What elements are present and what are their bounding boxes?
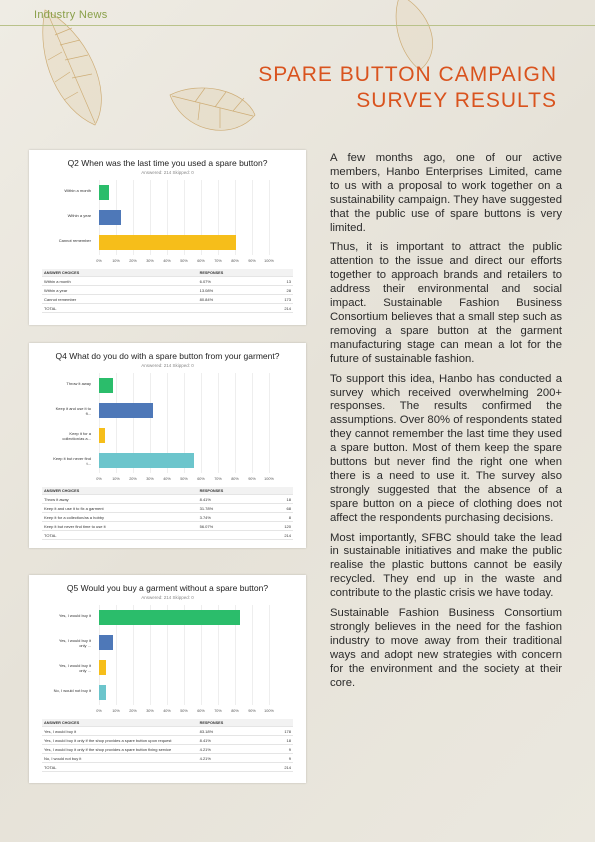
chart-tick-label: 10% [112, 709, 120, 713]
header-rule [0, 25, 595, 26]
chart-category-label: No, I would not buy it [53, 688, 91, 693]
chart-category-label: Keep it for a collection/as a... [62, 431, 91, 441]
table-cell: 31.78% [198, 504, 267, 513]
table-cell: 18 [266, 736, 293, 745]
chart-gridline [201, 373, 202, 473]
survey-meta: Answered: 214 Skipped: 0 [141, 170, 194, 175]
table-row [42, 304, 293, 313]
chart-gridline [235, 373, 236, 473]
table-cell: Cannot remember [42, 295, 198, 304]
chart-bar [99, 660, 106, 675]
chart-tick-label: 30% [146, 477, 154, 481]
table-cell: Within a year [42, 286, 198, 295]
table-header-row [42, 269, 293, 277]
chart-tick-label: 10% [112, 259, 120, 263]
chart-bar [99, 210, 121, 225]
chart-tick-label: 60% [197, 477, 205, 481]
table-cell [198, 531, 267, 540]
chart-gridline [252, 180, 253, 255]
table-cell: 13.08% [198, 286, 267, 295]
table-header-cell: ANSWER CHOICES [42, 269, 198, 277]
survey-card-q4 [29, 343, 306, 548]
survey-card-q2 [29, 150, 306, 325]
table-row [42, 286, 293, 295]
chart-bar [99, 610, 240, 625]
table-cell: 8.41% [198, 736, 267, 745]
chart-tick-label: 90% [248, 477, 256, 481]
chart-tick-label: 0% [96, 477, 102, 481]
chart-category-label: Yes, I would buy it only ... [58, 638, 91, 648]
table-cell: 9 [266, 745, 293, 754]
chart-tick-label: 90% [248, 259, 256, 263]
chart-gridline [218, 373, 219, 473]
chart-category-label: Yes, I would buy it [58, 613, 91, 618]
table-cell: Within a month [42, 277, 198, 286]
chart-bar [99, 378, 113, 393]
table-cell: Yes, I would buy it only if the shop provides a spare button upon request [42, 736, 198, 745]
table-cell: 8.41% [198, 495, 267, 504]
chart-tick-label: 80% [231, 259, 239, 263]
table-row [42, 504, 293, 513]
survey-meta: Answered: 214 Skipped: 0 [141, 595, 194, 600]
chart-tick-label: 70% [214, 259, 222, 263]
table-header-cell: RESPONSES [198, 487, 267, 495]
chart-tick-label: 10% [112, 477, 120, 481]
table-cell: 214 [266, 304, 293, 313]
responses-table [42, 269, 293, 313]
chart-tick-label: 50% [180, 259, 188, 263]
chart-tick-label: 90% [248, 709, 256, 713]
table-cell: Keep it but never find time to use it [42, 522, 198, 531]
table-header-cell [266, 719, 293, 727]
table-header-row [42, 487, 293, 495]
survey-meta: Answered: 214 Skipped: 0 [141, 363, 194, 368]
paragraph: Sustainable Fashion Business Consortium strongly believes in the need for the fashion industry to move away from their traditional ways and adopt new strategies with concern for the environment and the society at their core. [330, 607, 562, 689]
table-cell: TOTAL [42, 304, 198, 313]
paragraph: Thus, it is important to attract the public attention to the issue and direct our efforts together to approach brands and retailers to address their environmental and social impact. Sustainable Fashion Business Consortium believes that a small step such as removing a spare button at the garment manufacturing stage can mean a lot for the future of sustainable fashion. [330, 241, 562, 365]
chart-category-label: Keep it and use it to fi... [55, 406, 91, 416]
title-line-2: SURVEY RESULTS [356, 89, 557, 112]
table-header-cell: ANSWER CHOICES [42, 487, 198, 495]
chart-tick-label: 100% [264, 477, 274, 481]
article-body [330, 152, 562, 697]
table-header-cell: RESPONSES [198, 269, 267, 277]
table-cell [198, 304, 267, 313]
chart-bar [99, 235, 236, 250]
responses-table [42, 719, 293, 772]
table-cell: No, I would not buy it [42, 754, 198, 763]
table-cell: 13 [266, 277, 293, 286]
chart-tick-label: 30% [146, 709, 154, 713]
table-cell: 4.21% [198, 754, 267, 763]
survey-question: Q2 When was the last time you used a spare button? [67, 158, 268, 168]
table-cell: TOTAL [42, 763, 198, 772]
table-cell: 4.21% [198, 745, 267, 754]
chart-tick-label: 100% [264, 259, 274, 263]
paragraph: To support this idea, Hanbo has conducted a survey which received overwhelming 200+ responses. The results confirmed the assumptions. Over 80% of respondents stated they cannot remember the last time they used a spare button. Most of them keep the spare buttons but never find the right one when there is a need to use it. The survey also strongly suggested that the absence of a spare button on a piece of clothing does not affect the respondents purchasing decisions. [330, 372, 562, 524]
chart-bar [99, 685, 106, 700]
chart-category-label: Yes, I would buy it only ... [58, 663, 91, 673]
table-row [42, 522, 293, 531]
survey-question: Q4 What do you do with a spare button from your garment? [55, 351, 280, 361]
table-cell: 214 [266, 763, 293, 772]
table-row [42, 745, 293, 754]
table-row [42, 277, 293, 286]
chart-gridline [269, 373, 270, 473]
table-cell: 173 [266, 295, 293, 304]
table-cell: 8 [266, 513, 293, 522]
table-row [42, 531, 293, 540]
table-header-cell [266, 487, 293, 495]
chart-bar [99, 635, 113, 650]
chart-tick-label: 70% [214, 477, 222, 481]
table-cell: 68 [266, 504, 293, 513]
table-row [42, 295, 293, 304]
table-row [42, 763, 293, 772]
table-cell: 28 [266, 286, 293, 295]
table-header-cell [266, 269, 293, 277]
table-cell: Yes, I would buy it [42, 727, 198, 736]
chart-gridline [252, 605, 253, 705]
chart-bar [99, 428, 105, 443]
table-header-row [42, 719, 293, 727]
table-row [42, 495, 293, 504]
paragraph: A few months ago, one of our active members, Hanbo Enterprises Limited, came to us with a proposal to work together on a sustainability campaign. They have suggested that the public use of spare buttons is very limited. [330, 152, 562, 234]
survey-question: Q5 Would you buy a garment without a spare button? [66, 583, 269, 593]
chart-tick-label: 0% [96, 259, 102, 263]
chart-tick-label: 70% [214, 709, 222, 713]
chart-tick-label: 20% [129, 477, 137, 481]
table-row [42, 736, 293, 745]
table-cell: TOTAL [42, 531, 198, 540]
chart-category-label: Keep it but never find t... [53, 456, 91, 466]
chart-tick-label: 40% [163, 709, 171, 713]
chart-tick-label: 50% [180, 709, 188, 713]
table-cell: 80.84% [198, 295, 267, 304]
table-cell: Keep it and use it to fix a garment [42, 504, 198, 513]
chart-category-label: Cannot remember [58, 238, 91, 243]
chart-gridline [269, 605, 270, 705]
chart-tick-label: 60% [197, 709, 205, 713]
chart-tick-label: 20% [129, 259, 137, 263]
article-title [258, 62, 557, 114]
table-header-cell: RESPONSES [198, 719, 267, 727]
chart-bar [99, 403, 153, 418]
chart-category-label: Throw it away [66, 381, 91, 386]
table-cell: 120 [266, 522, 293, 531]
table-cell: 18 [266, 495, 293, 504]
table-header-cell: ANSWER CHOICES [42, 719, 198, 727]
table-cell: 3.74% [198, 513, 267, 522]
chart-bar [99, 453, 194, 468]
chart-tick-label: 100% [264, 709, 274, 713]
chart-gridline [269, 180, 270, 255]
chart-tick-label: 20% [129, 709, 137, 713]
table-cell: 83.18% [198, 727, 267, 736]
section-label: Industry News [34, 9, 108, 21]
survey-card-q5 [29, 575, 306, 783]
table-cell: 56.07% [198, 522, 267, 531]
title-line-1: SPARE BUTTON CAMPAIGN [258, 63, 557, 86]
chart-tick-label: 40% [163, 477, 171, 481]
chart-category-label: Within a month [64, 188, 91, 193]
chart-category-label: Within a year [67, 213, 91, 218]
table-row [42, 754, 293, 763]
chart-tick-label: 60% [197, 259, 205, 263]
table-cell: Keep it for a collection/as a hobby [42, 513, 198, 522]
table-cell [198, 763, 267, 772]
chart-tick-label: 40% [163, 259, 171, 263]
paragraph: Most importantly, SFBC should take the lead in sustainable initiatives and make the public realise the plastic buttons cannot be easily recycled. They end up in the waste and contribute to the plastic crisis we have today. [330, 531, 562, 600]
table-cell: Yes, I would buy it only if the shop provides a spare button fixing service [42, 745, 198, 754]
responses-table [42, 487, 293, 540]
table-cell: 178 [266, 727, 293, 736]
table-cell: 9 [266, 754, 293, 763]
chart-tick-label: 50% [180, 477, 188, 481]
table-cell: Throw it away [42, 495, 198, 504]
chart-tick-label: 0% [96, 709, 102, 713]
chart-bar [99, 185, 109, 200]
chart-tick-label: 80% [231, 709, 239, 713]
chart-tick-label: 80% [231, 477, 239, 481]
table-row [42, 727, 293, 736]
chart-gridline [252, 373, 253, 473]
table-cell: 6.07% [198, 277, 267, 286]
header [0, 0, 595, 28]
chart-tick-label: 30% [146, 259, 154, 263]
table-row [42, 513, 293, 522]
table-cell: 214 [266, 531, 293, 540]
